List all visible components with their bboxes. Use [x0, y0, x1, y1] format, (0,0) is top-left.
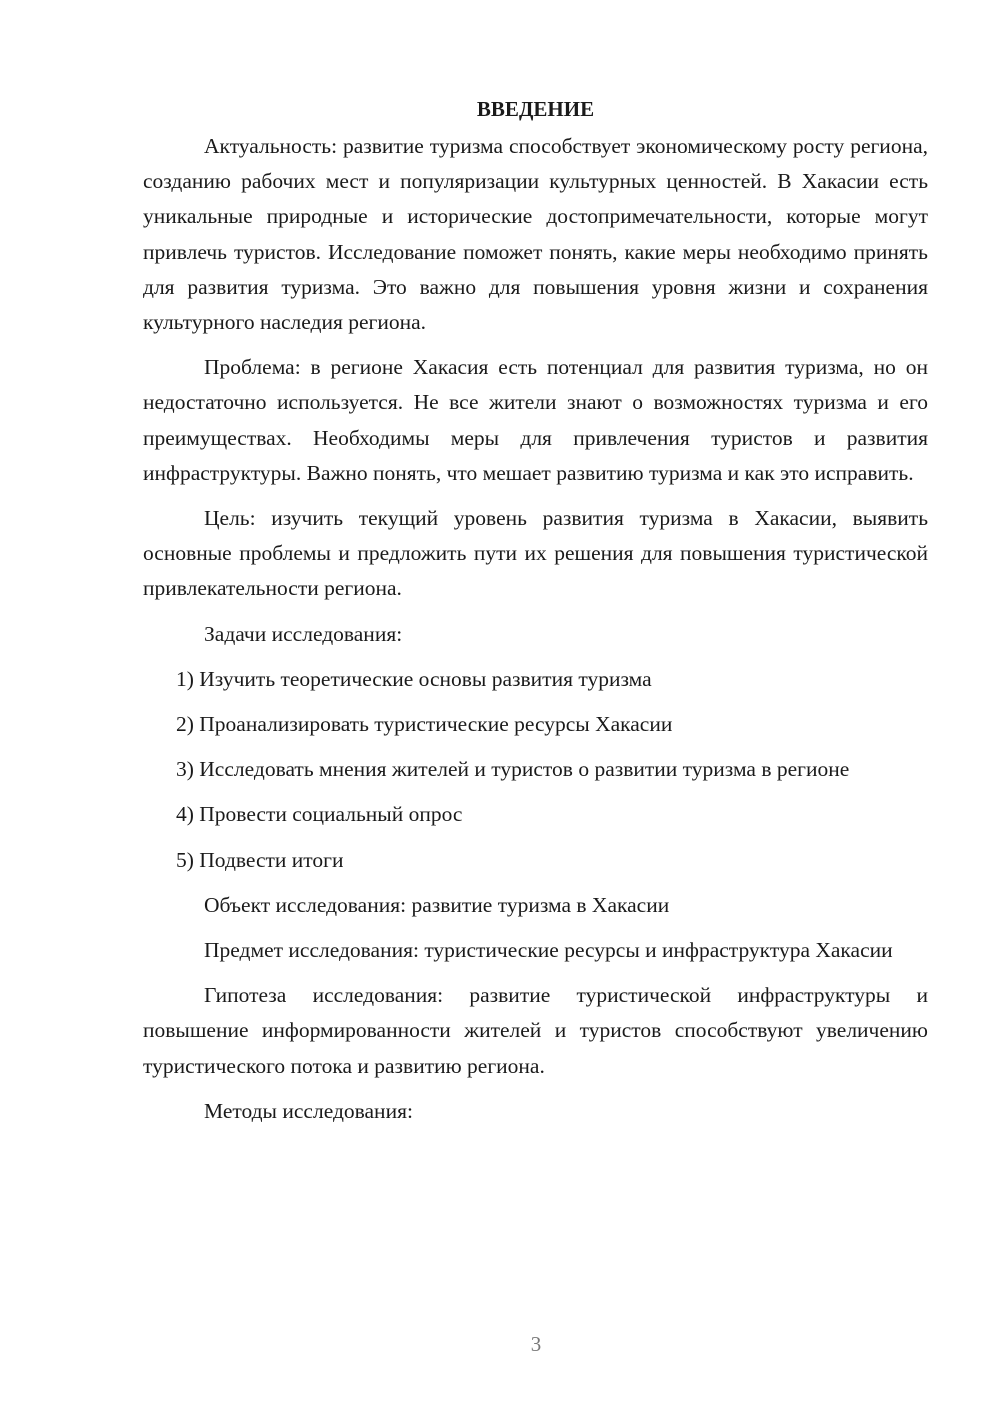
list-item: 2) Проанализировать туристические ресурсы Хакасии — [176, 712, 673, 737]
list-item: 1) Изучить теоретические основы развития туризма — [176, 666, 652, 691]
paragraph-methods: Методы исследования: — [204, 1098, 413, 1123]
paragraph-hypothesis: Гипотеза исследования: развитие туристической инфраструктуры и повышение информированности жителей и туристов способствуют увеличению туристического потока и развитию региона. — [143, 983, 928, 1078]
section-title: ВВЕДЕНИЕ — [476, 97, 595, 121]
page-number: 3 — [530, 1332, 542, 1356]
tasks-list — [143, 662, 928, 878]
list-item: 4) Провести социальный опрос — [176, 802, 463, 827]
document-page — [143, 92, 928, 1139]
paragraph-goal: Цель: изучить текущий уровень развития туризма в Хакасии, выявить основные проблемы и предложить пути их решения для повышения туристической привлекательности региона. — [143, 506, 928, 601]
list-item: 3) Исследовать мнения жителей и туристов о развитии туризма в регионе — [176, 757, 850, 782]
paragraph-problem: Проблема: в регионе Хакасия есть потенциал для развития туризма, но он недостаточно используется. Не все жители знают о возможностях туризма и его преимуществах. Необходимы меры для привлечения туристов и развития инфраструктуры. Важно понять, что мешает развитию туризма и как это исправить. — [143, 355, 928, 485]
paragraph-object: Объект исследования: развитие туризма в Хакасии — [204, 892, 670, 917]
tasks-heading: Задачи исследования: — [204, 621, 403, 646]
list-item: 5) Подвести итоги — [176, 847, 344, 872]
paragraph-relevance: Актуальность: развитие туризма способствует экономическому росту региона, созданию рабочих мест и популяризации культурных ценностей. В Хакасии есть уникальные природные и исторические достопримечательности, которые могут привлечь туристов. Исследование поможет понять, какие меры необходимо принять для развития туризма. Это важно для повышения уровня жизни и сохранения культурного наследия региона. — [143, 134, 928, 335]
paragraph-subject: Предмет исследования: туристические ресурсы и инфраструктура Хакасии — [204, 938, 893, 963]
